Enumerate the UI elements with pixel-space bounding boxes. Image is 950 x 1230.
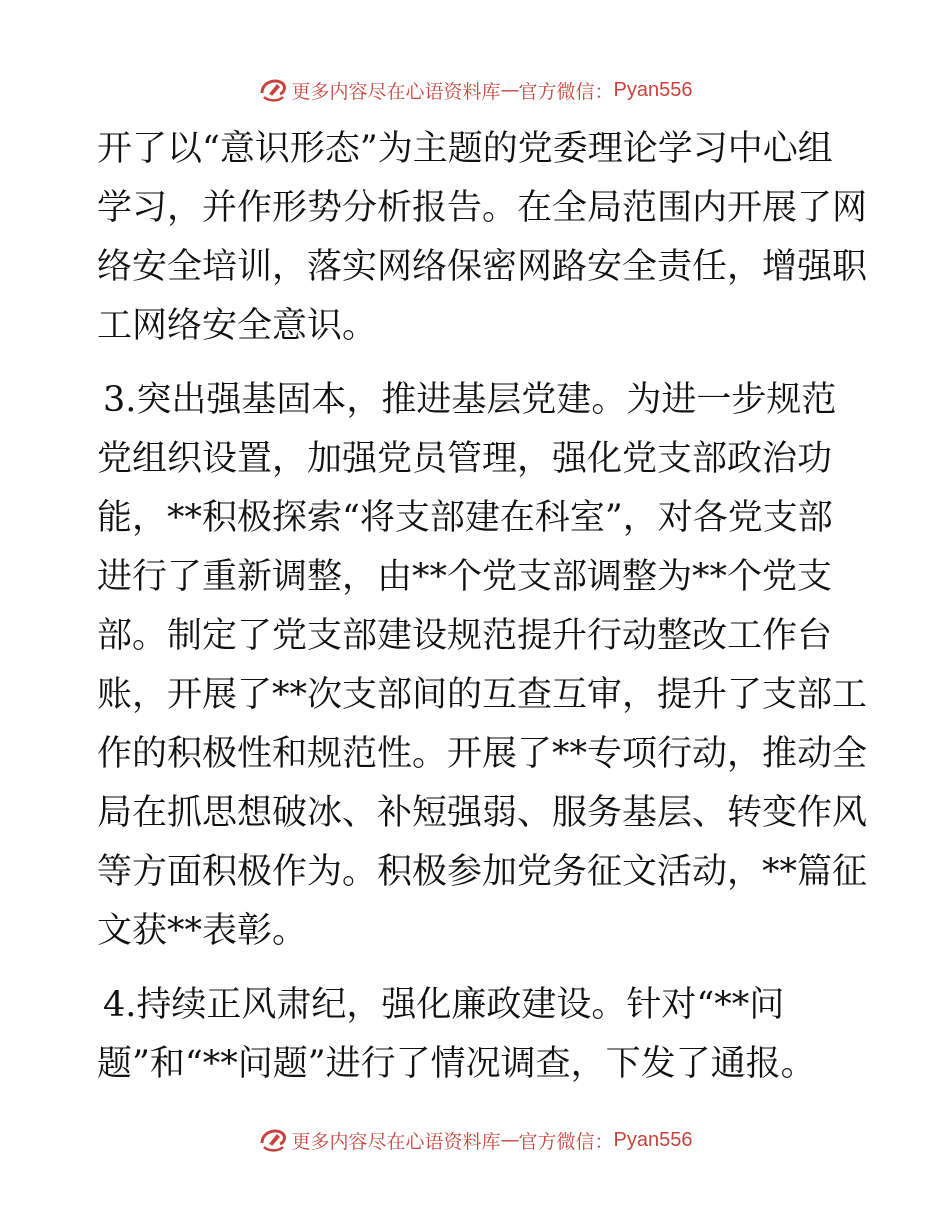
watermark-separator: — xyxy=(500,1129,519,1151)
text-line: 开了以“意识形态”为主题的党委理论学习中心组 xyxy=(97,129,833,169)
text-line: 题”和“**问题”进行了情况调查，下发了通报。 xyxy=(97,1044,816,1084)
watermark-contact-id: Pyan556 xyxy=(613,78,693,101)
text-line: 账，开展了**次支部间的互查互审，提升了支部工 xyxy=(97,675,868,715)
text-line: 局在抓思想破冰、补短强弱、服务基层、转变作风 xyxy=(97,793,868,833)
document-body xyxy=(97,120,868,1094)
text-line: 学习，并作形势分析报告。在全局范围内开展了网 xyxy=(97,188,868,228)
footer-watermark xyxy=(0,1120,950,1160)
watermark-site-text: 更多内容尽在心语资料库 xyxy=(291,80,501,103)
text-line: 4.持续正风肃纪，强化廉政建设。针对“**问 xyxy=(103,985,785,1025)
paragraph xyxy=(97,371,868,961)
watermark-separator: — xyxy=(500,79,519,101)
watermark-contact-id: Pyan556 xyxy=(613,1128,693,1151)
text-line: 作的积极性和规范性。开展了**专项行动，推动全 xyxy=(97,734,868,774)
text-line: 络安全培训，落实网络保密网路安全责任，增强职 xyxy=(97,247,868,287)
text-line: 进行了重新调整，由**个党支部调整为**个党支 xyxy=(97,557,833,597)
text-line: 部。制定了党支部建设规范提升行动整改工作台 xyxy=(97,616,833,656)
pen-nib-swirl-icon xyxy=(258,1125,288,1155)
text-line: 3.突出强基固本，推进基层党建。为进一步规范 xyxy=(103,380,837,420)
text-line: 等方面积极作为。积极参加党务征文活动，**篇征 xyxy=(97,852,868,892)
text-line: 工网络安全意识。 xyxy=(97,306,378,346)
text-line: 党组织设置，加强党员管理，强化党支部政治功 xyxy=(97,439,833,479)
pen-nib-swirl-icon xyxy=(258,75,288,105)
text-line: 能，**积极探索“将支部建在科室”，对各党支部 xyxy=(97,498,833,538)
watermark-contact-label: 官方微信： xyxy=(518,1130,614,1153)
paragraph xyxy=(97,976,857,1094)
text-line: 文获**表彰。 xyxy=(97,911,308,951)
paragraph xyxy=(97,120,868,356)
watermark-site-text: 更多内容尽在心语资料库 xyxy=(291,1130,501,1153)
watermark-contact-label: 官方微信： xyxy=(518,80,614,103)
header-watermark xyxy=(0,70,950,110)
